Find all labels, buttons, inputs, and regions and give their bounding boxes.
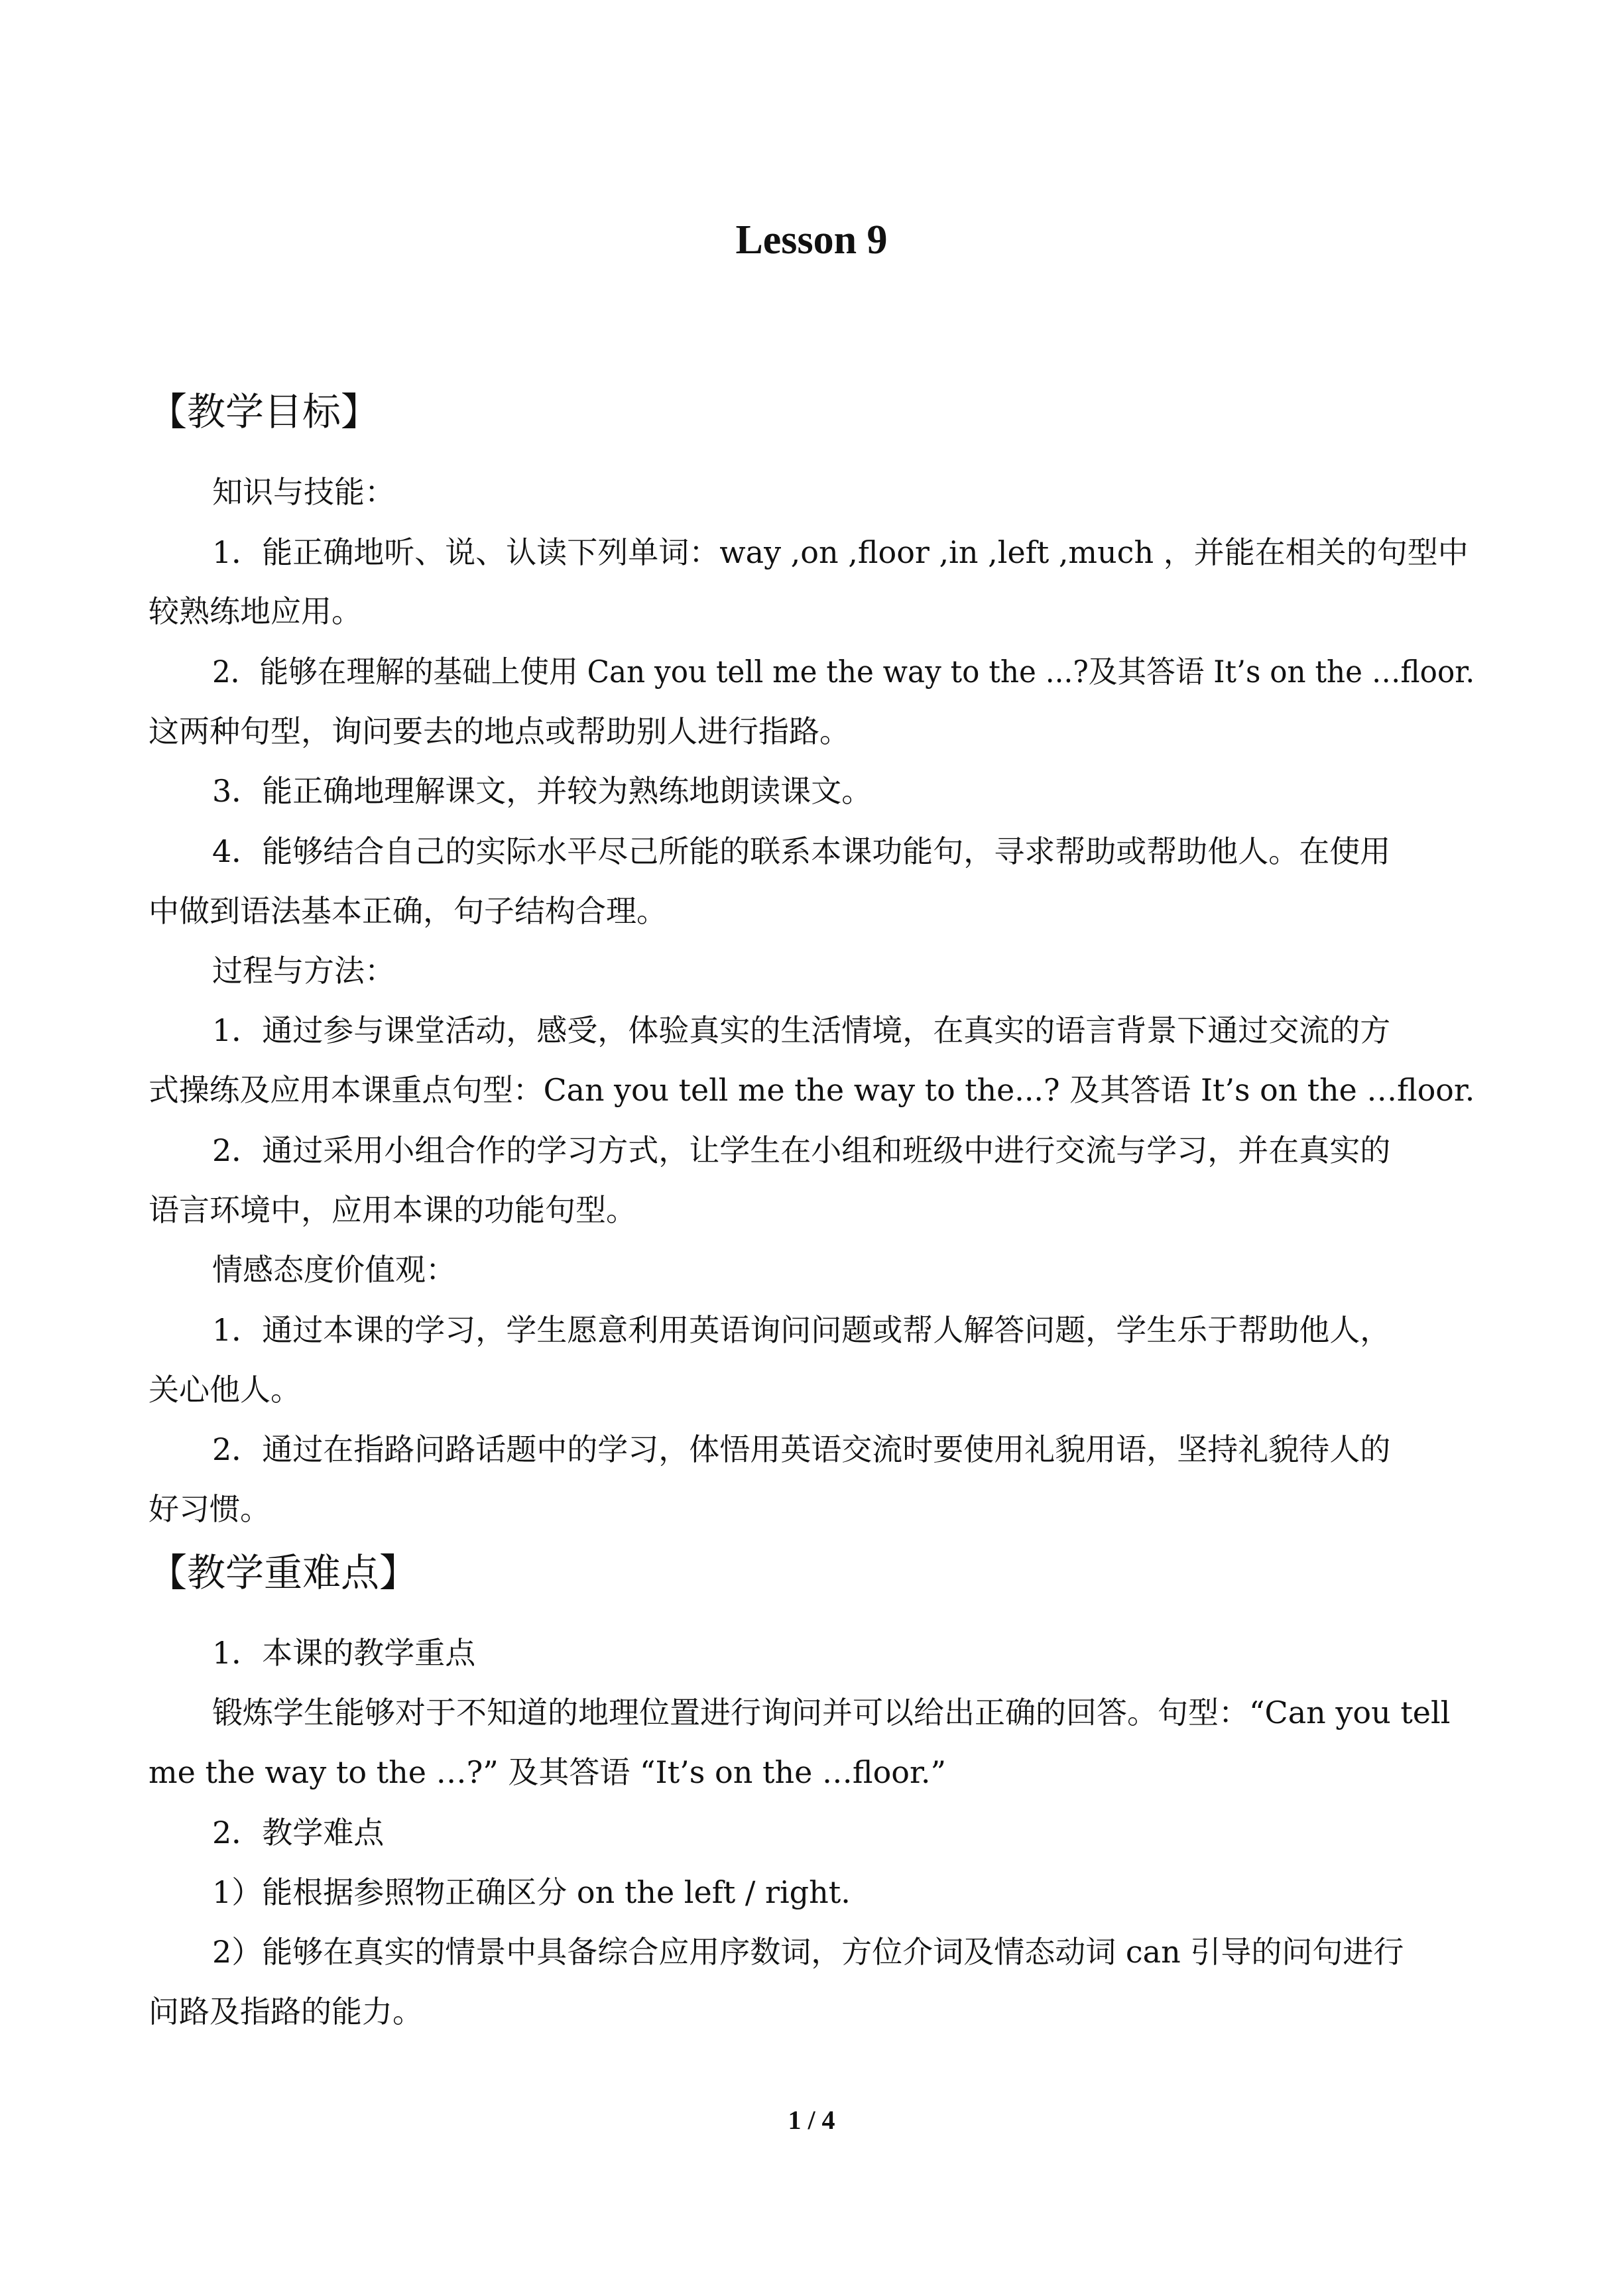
paragraph-d1-line1: 1）能根据参照物正确区分 on the left / right.: [212, 1874, 851, 1910]
paragraph-focus-line1: 锻炼学生能够对于不知道的地理位置进行询问并可以给出正确的回答。句型：“Can you tell: [212, 1695, 1451, 1730]
paragraph-p2-line1: 2．通过采用小组合作的学习方式，让学生在小组和班级中进行交流与学习，并在真实的: [212, 1132, 1391, 1168]
lesson-title: Lesson 9: [735, 217, 888, 263]
paragraph-p1-line1: 1．通过参与课堂活动，感受，体验真实的生活情境，在真实的语言背景下通过交流的方: [212, 1012, 1391, 1048]
label-knowledge-skills: 知识与技能：: [212, 474, 395, 510]
heading-key-difficult-points: 【教学重难点】: [149, 1550, 418, 1595]
paragraph-d2-line1: 2）能够在真实的情景中具备综合应用序数词，方位介词及情态动词 can 引导的问句进行: [212, 1934, 1404, 1970]
paragraph-k4-line2: 中做到语法基本正确，句子结构合理。: [149, 893, 667, 929]
paragraph-k1-line2: 较熟练地应用。: [149, 593, 362, 629]
paragraph-k2-line2: 这两种句型，询问要去的地点或帮助别人进行指路。: [149, 713, 850, 749]
paragraph-focus-line2: me the way to the …?” 及其答语 “It’s on the …floor.”: [149, 1754, 947, 1790]
paragraph-e2-line2: 好习惯。: [149, 1491, 270, 1527]
paragraph-e2-line1: 2．通过在指路问路话题中的学习，体悟用英语交流时要使用礼貌用语，坚持礼貌待人的: [212, 1431, 1391, 1467]
paragraph-e1-line2: 关心他人。: [149, 1372, 301, 1408]
label-teaching-difficulty: 2．教学难点: [212, 1815, 385, 1850]
paragraph-k2-line1: 2．能够在理解的基础上使用 Can you tell me the way to the ...?及其答语 It’s on the …floor.: [212, 654, 1475, 690]
paragraph-e1-line1: 1．通过本课的学习，学生愿意利用英语询问问题或帮人解答问题，学生乐于帮助他人，: [212, 1312, 1391, 1348]
label-emotion-values: 情感态度价值观：: [212, 1252, 456, 1288]
paragraph-k3-line1: 3．能正确地理解课文，并较为熟练地朗读课文。: [212, 773, 872, 809]
paragraph-p1-line2: 式操练及应用本课重点句型：Can you tell me the way to the...? 及其答语 It’s on the …floor.: [149, 1072, 1475, 1108]
paragraph-k4-line1: 4．能够结合自己的实际水平尽己所能的联系本课功能句，寻求帮助或帮助他人。在使用: [212, 833, 1391, 869]
paragraph-p2-line2: 语言环境中，应用本课的功能句型。: [149, 1192, 636, 1228]
label-process-methods: 过程与方法：: [212, 953, 395, 989]
page-number: 1 / 4: [788, 2105, 835, 2135]
heading-teaching-objectives: 【教学目标】: [149, 389, 380, 434]
paragraph-k1-line1: 1．能正确地听、说、认读下列单词：way ,on ,floor ,in ,left ,much ，并能在相关的句型中: [212, 534, 1469, 570]
label-teaching-focus: 1．本课的教学重点: [212, 1635, 476, 1671]
paragraph-d2-line2: 问路及指路的能力。: [149, 1994, 423, 2029]
